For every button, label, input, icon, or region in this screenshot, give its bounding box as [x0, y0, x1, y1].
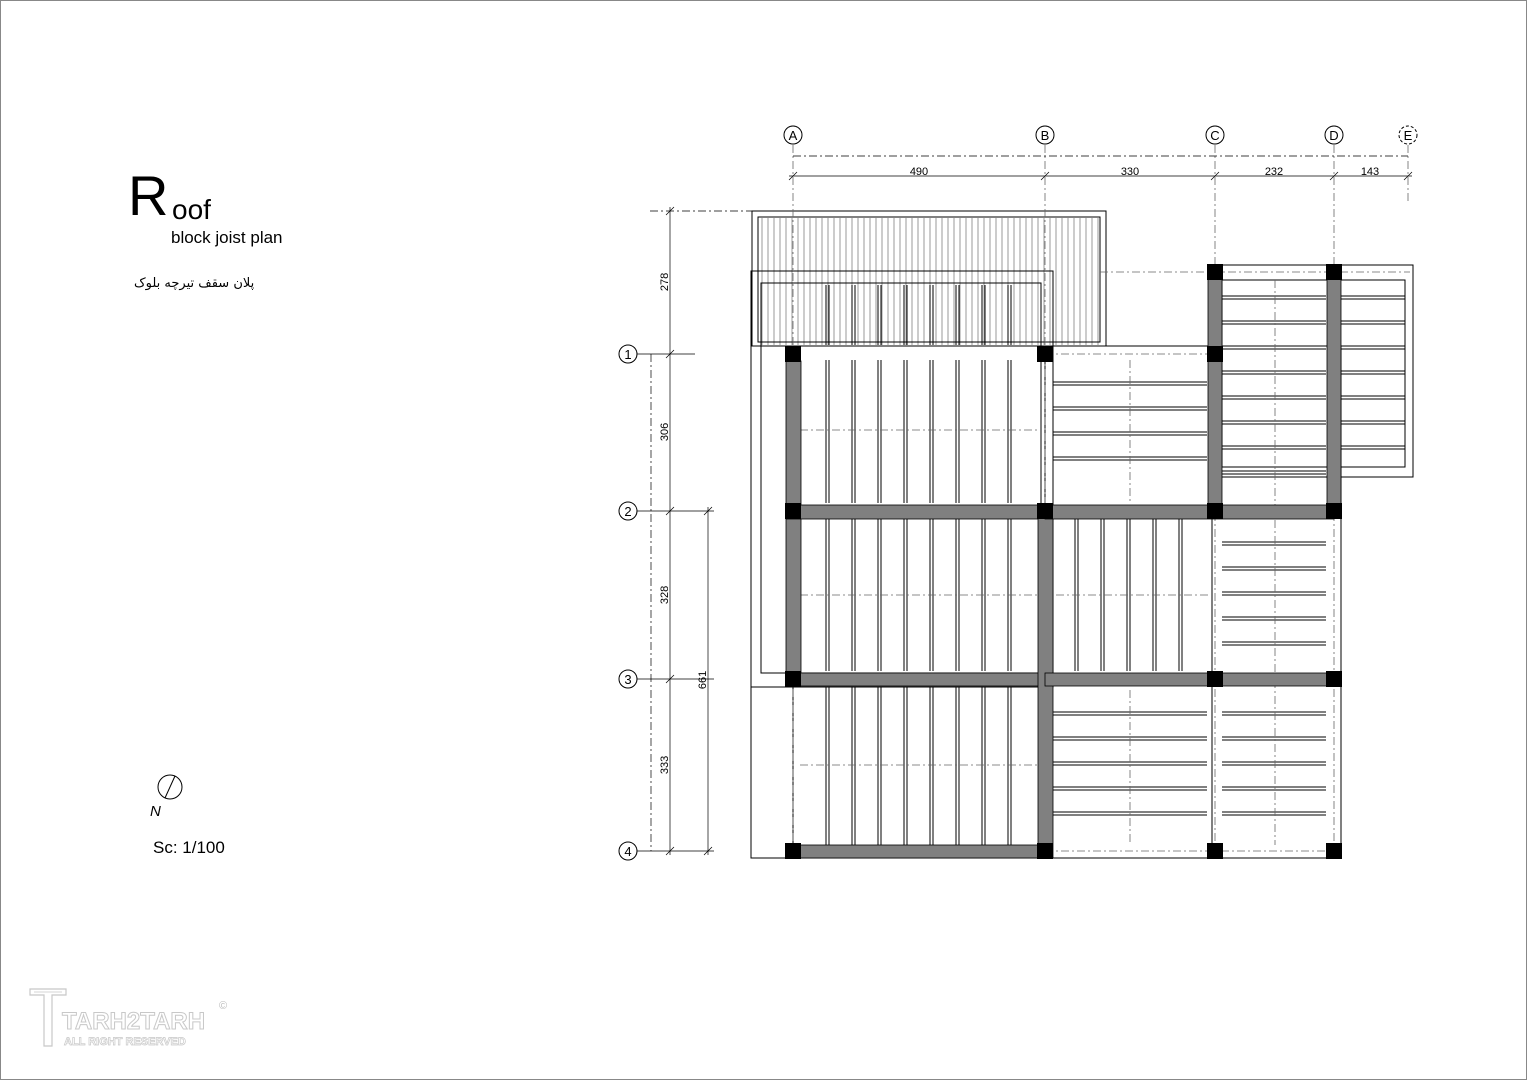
- column: [785, 503, 801, 519]
- left-strip: [751, 687, 793, 858]
- column: [1207, 503, 1223, 519]
- dim-333: 333: [659, 755, 671, 775]
- main-slab-outline: [793, 346, 1212, 858]
- dim-661: 661: [697, 670, 709, 690]
- column: [1037, 843, 1053, 859]
- logo-name: TARH2TARH: [62, 1008, 206, 1035]
- grid-bubble-A: [784, 126, 802, 144]
- title-initial: R: [128, 164, 169, 227]
- svg-text:C: C: [1210, 128, 1220, 143]
- beam: [1045, 673, 1215, 686]
- grid-bubble-B: [1036, 126, 1054, 144]
- svg-text:3: 3: [624, 672, 632, 687]
- svg-text:4: 4: [624, 844, 632, 859]
- grid-bubble-4: [619, 842, 637, 860]
- svg-text:2: 2: [624, 504, 632, 519]
- dim-278: 278: [659, 272, 671, 292]
- grid-bubble-3: [619, 670, 637, 688]
- logo-tagline: ALL RIGHT RESERVED: [64, 1036, 186, 1048]
- column: [785, 346, 801, 362]
- column: [1207, 671, 1223, 687]
- beam: [786, 673, 1052, 686]
- column: [1326, 671, 1342, 687]
- beam: [1045, 505, 1215, 519]
- svg-text:1: 1: [624, 347, 632, 362]
- column: [785, 671, 801, 687]
- svg-text:A: A: [788, 128, 798, 143]
- beam: [1215, 673, 1334, 686]
- scale-label: Sc: 1/100: [153, 838, 225, 857]
- column: [1207, 843, 1223, 859]
- dim-328: 328: [659, 585, 671, 605]
- title-subtitle: block joist plan: [171, 228, 283, 247]
- beam: [1327, 278, 1341, 512]
- beam: [1208, 278, 1222, 512]
- dim-330: 330: [1120, 166, 1140, 178]
- dim-143: 143: [1360, 166, 1380, 178]
- grid-bubble-E: [1399, 126, 1417, 144]
- east-slab-outline: [1045, 346, 1341, 858]
- structural-frame: [751, 211, 1413, 858]
- north-label: N: [150, 803, 161, 820]
- beam: [793, 845, 1045, 858]
- column: [1037, 346, 1053, 362]
- column: [1326, 843, 1342, 859]
- title-rest: oof: [172, 194, 211, 225]
- svg-text:E: E: [1403, 128, 1413, 143]
- top-overhang-inner: [758, 217, 1100, 342]
- column: [1326, 503, 1342, 519]
- dim-306: 306: [659, 422, 671, 442]
- dim-232: 232: [1264, 166, 1284, 178]
- column: [1207, 264, 1223, 280]
- beam: [1215, 505, 1334, 519]
- beam: [786, 505, 1052, 519]
- grid-bubble-2: [619, 502, 637, 520]
- svg-text:D: D: [1329, 128, 1339, 143]
- svg-text:B: B: [1040, 128, 1050, 143]
- grid-labels: [619, 126, 1417, 860]
- column: [1207, 346, 1223, 362]
- grid-lines: [793, 145, 1410, 858]
- beams: [786, 278, 1341, 858]
- grid-bubble-D: [1325, 126, 1343, 144]
- beam: [786, 361, 801, 679]
- title-persian: پلان سقف تیرچه بلوک: [134, 276, 255, 291]
- logo-copyright: ©: [219, 1000, 228, 1012]
- dim-490: 490: [909, 166, 929, 178]
- column: [1037, 503, 1053, 519]
- columns: [785, 264, 1342, 859]
- grid-bubble-C: [1206, 126, 1224, 144]
- column: [1326, 264, 1342, 280]
- column: [785, 843, 801, 859]
- grid-bubble-1: [619, 345, 637, 363]
